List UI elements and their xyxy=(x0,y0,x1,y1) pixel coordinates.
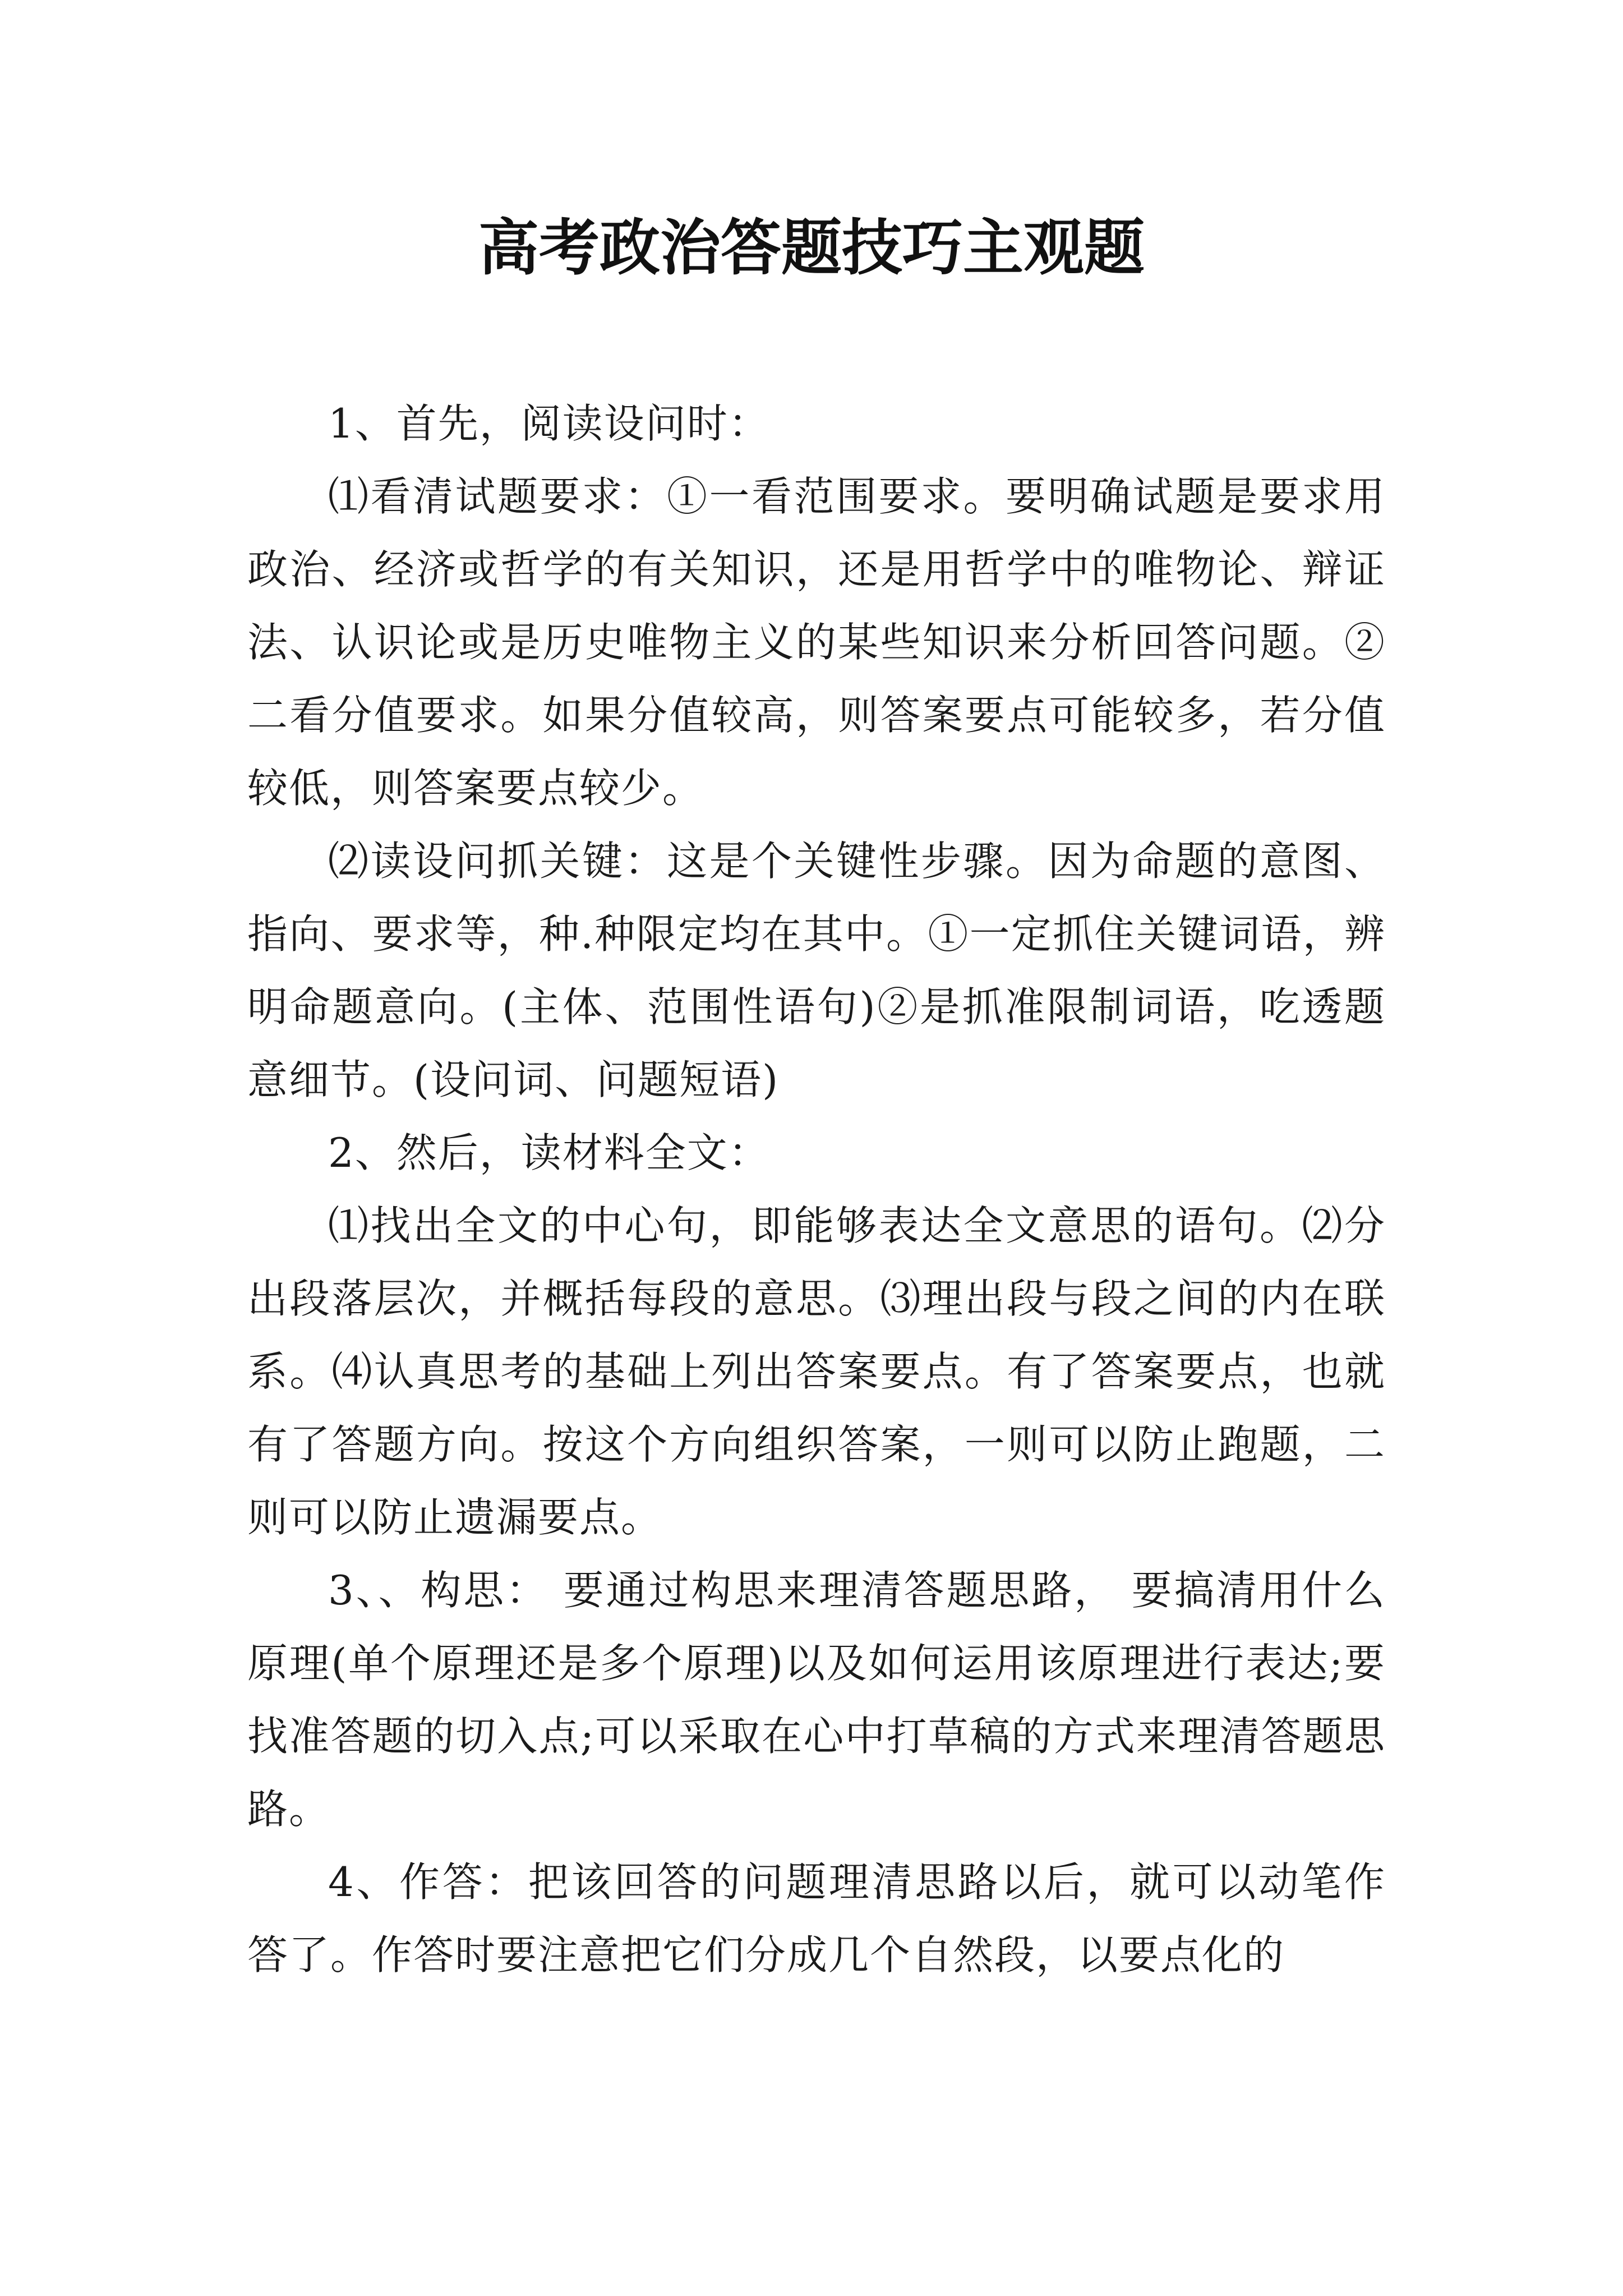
paragraph-step-2-heading: 2、然后，读材料全文： xyxy=(328,1129,770,1176)
paragraph-read-requirements: ⑴看清试题要求：①一看范围要求。要明确试题是要求用政治、经济或哲学的有关知识，还是用哲学中的唯物论、辩证法、认识论或是历史唯物主义的某些知识来分析回答问题。②二看分值要求。如果分值较高，则答案要点可能较多，若分值较低，则答案要点较少。 xyxy=(247,473,1386,812)
paragraph-step-4-answering: 4、作答：把该回答的问题理清思路以后，就可以动笔作答了。作答时要注意把它们分成几个自然段，以要点化的 xyxy=(247,1858,1386,1978)
paragraph-grasp-keywords: ⑵读设问抓关键：这是个关键性步骤。因为命题的意图、指向、要求等，种.种限定均在其中。①一定抓住关键词语，辨明命题意向。(主体、范围性语句)②是抓准限制词语，吃透题意细节。(设问词、问题短语) xyxy=(247,838,1386,1103)
paragraph-read-material: ⑴找出全文的中心句，即能够表达全文意思的语句。⑵分出段落层次，并概括每段的意思。⑶理出段与段之间的内在联系。⑷认真思考的基础上列出答案要点。有了答案要点，也就有了答题方向。按这个方向组织答案，一则可以防止跑题，二则可以防止遗漏要点。 xyxy=(247,1202,1386,1541)
document-title: 高考政治答题技巧主观题 xyxy=(478,213,1145,283)
paragraph-step-3-conception: 3、、构思： 要通过构思来理清答题思路， 要搞清用什么原理(单个原理还是多个原理)以及如何运用该原理进行表达;要找准答题的切入点;可以采取在心中打草稿的方式来理清答题思路。 xyxy=(247,1567,1386,1833)
paragraph-step-1-heading: 1、首先，阅读设问时： xyxy=(328,400,770,447)
document-body xyxy=(247,387,1386,1991)
